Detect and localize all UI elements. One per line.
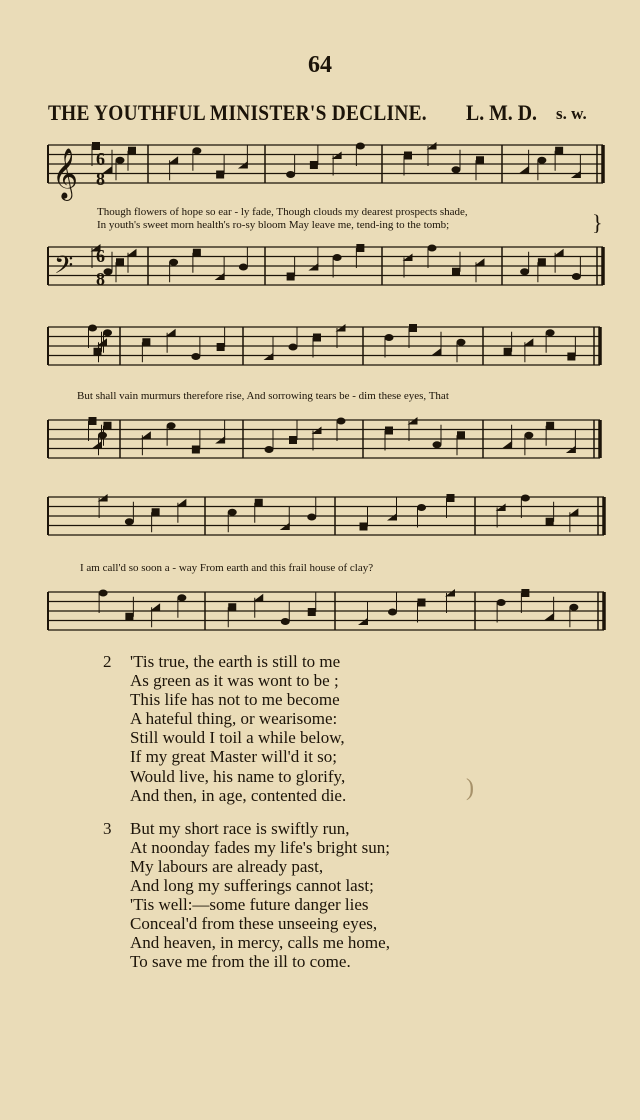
- verse-line: A hateful thing, or wearisome:: [130, 709, 338, 729]
- note-head: [99, 339, 107, 345]
- note-head: [126, 613, 133, 620]
- treble-clef-icon: 𝄞: [52, 148, 79, 199]
- verse-line: And heaven, in mercy, calls me home,: [130, 933, 390, 953]
- note-head: [538, 157, 546, 163]
- note-head: [447, 495, 454, 502]
- note-head: [99, 495, 107, 501]
- note-head: [265, 447, 273, 453]
- verse-number: 3: [103, 818, 112, 838]
- note-head: [546, 518, 553, 525]
- brace-icon: }: [592, 210, 603, 235]
- note-head: [94, 442, 102, 448]
- note-head: [555, 250, 563, 256]
- note-head: [497, 505, 505, 511]
- note-head: [217, 171, 224, 178]
- note-head: [104, 269, 112, 275]
- note-head: [125, 519, 133, 525]
- note-head: [357, 245, 364, 252]
- note-head: [308, 609, 315, 616]
- note-head: [89, 418, 96, 425]
- system1-lyrics-line1: Though flowers of hope so ear - ly fade, Though clouds my dearest prospects shade,: [97, 206, 468, 218]
- note-head: [104, 422, 111, 429]
- time-signature: 6: [96, 246, 105, 266]
- time-signature: 6: [96, 149, 105, 169]
- note-head: [152, 509, 159, 516]
- note-head: [104, 330, 112, 336]
- verse-line: 'Tis well:—some future danger lies: [130, 895, 369, 915]
- note-head: [525, 432, 533, 438]
- note-head: [217, 344, 224, 351]
- verse-line: And long my sufferings cannot last;: [130, 876, 374, 896]
- note-head: [477, 157, 484, 164]
- note-head: [255, 595, 263, 601]
- note-head: [570, 604, 578, 610]
- note-head: [457, 339, 465, 345]
- note-head: [308, 514, 316, 520]
- note-head: [192, 354, 200, 360]
- verse-2: [103, 652, 563, 805]
- verse-line: Conceal'd from these unseeing eyes,: [130, 914, 378, 934]
- note-head: [116, 157, 124, 163]
- note-head: [89, 325, 97, 331]
- note-head: [418, 599, 425, 606]
- note-head: [287, 172, 295, 178]
- note-head: [405, 152, 412, 159]
- system1-lyrics-line2: In youth's sweet morn health's ro-sy bloom May leave me, tend-ing to the tomb;: [97, 219, 450, 231]
- time-signature: 8: [96, 169, 105, 189]
- note-head: [117, 259, 124, 266]
- note-head: [360, 619, 368, 625]
- verse-line: To save me from the ill to come.: [130, 952, 351, 972]
- note-head: [178, 500, 186, 506]
- verse-3: [103, 819, 563, 972]
- note-head: [404, 255, 412, 261]
- time-signature: 8: [96, 269, 105, 289]
- verse-line: And then, in age, contented die.: [130, 785, 347, 805]
- note-head: [281, 524, 289, 530]
- note-head: [572, 172, 580, 178]
- note-head: [265, 354, 273, 360]
- note-head: [453, 268, 460, 275]
- note-head: [546, 614, 554, 620]
- verse-line: As green as it was wont to be ;: [130, 671, 339, 691]
- note-head: [428, 143, 436, 149]
- note-head: [129, 147, 136, 154]
- note-head: [239, 162, 247, 168]
- verse-line: This life has not to me become: [130, 690, 340, 710]
- note-head: [337, 418, 345, 424]
- verse-line: At noonday fades my life's bright sun;: [130, 837, 390, 857]
- system3-lyrics: I am call'd so soon a - way From earth and this frail house of clay?: [80, 562, 374, 574]
- note-head: [170, 259, 178, 265]
- note-head: [239, 264, 247, 270]
- tune-label: s. w.: [556, 104, 587, 123]
- note-head: [193, 148, 201, 154]
- note-head: [476, 259, 484, 265]
- hymn-title: THE YOUTHFUL MINISTER'S DECLINE.: [48, 100, 427, 125]
- note-head: [337, 325, 345, 331]
- note-head: [556, 147, 563, 154]
- note-head: [290, 437, 297, 444]
- note-head: [568, 353, 575, 360]
- page-number: 64: [308, 52, 332, 78]
- note-head: [152, 604, 160, 610]
- note-head: [310, 162, 317, 169]
- note-head: [452, 167, 460, 173]
- note-head: [521, 495, 529, 501]
- note-head: [313, 428, 321, 434]
- note-head: [255, 499, 262, 506]
- note-head: [410, 325, 417, 332]
- note-head: [521, 269, 529, 275]
- verse-number: 2: [103, 652, 112, 671]
- note-head: [504, 348, 511, 355]
- note-head: [546, 330, 554, 336]
- note-head: [94, 348, 101, 355]
- note-head: [167, 423, 175, 429]
- note-head: [104, 167, 112, 173]
- verse-line: But my short race is swiftly run,: [130, 818, 350, 838]
- note-head: [433, 442, 441, 448]
- note-head: [228, 509, 236, 515]
- verse-line: My labours are already past,: [130, 856, 324, 876]
- note-head: [497, 600, 505, 606]
- note-head: [570, 509, 578, 515]
- note-head: [333, 255, 341, 261]
- note-head: [178, 595, 186, 601]
- note-head: [217, 437, 225, 443]
- verse-line: Would live, his name to glorify,: [130, 766, 346, 786]
- verse-line: 'Tis true, the earth is still to me: [130, 652, 341, 671]
- note-head: [192, 446, 199, 453]
- note-head: [504, 442, 512, 448]
- note-head: [310, 264, 318, 270]
- note-head: [143, 339, 150, 346]
- note-head: [458, 432, 465, 439]
- note-head: [389, 514, 397, 520]
- meter-label: L. M. D.: [466, 100, 537, 125]
- note-head: [447, 590, 455, 596]
- system2-lyrics: But shall vain murmurs therefore rise, And sorrowing tears be - dim these eyes, That: [77, 390, 449, 402]
- note-head: [547, 422, 554, 429]
- note-head: [333, 153, 341, 159]
- note-head: [428, 245, 436, 251]
- note-head: [409, 418, 417, 424]
- note-head: [99, 590, 107, 596]
- note-head: [525, 339, 533, 345]
- note-head: [229, 604, 236, 611]
- note-head: [287, 273, 294, 280]
- note-head: [538, 259, 545, 266]
- note-head: [521, 167, 529, 173]
- verses: [103, 652, 563, 986]
- verse-line: If my great Master will'd it so;: [130, 747, 338, 767]
- paper-mark: ): [466, 775, 474, 801]
- verse-line: Still would I toil a while below,: [130, 728, 345, 748]
- note-head: [360, 523, 367, 530]
- note-head: [167, 330, 175, 336]
- note-head: [356, 143, 364, 149]
- note-head: [385, 335, 393, 341]
- note-head: [418, 505, 426, 511]
- note-head: [572, 274, 580, 280]
- note-head: [389, 609, 397, 615]
- note-head: [289, 344, 297, 350]
- note-head: [314, 334, 321, 341]
- note-head: [281, 619, 289, 625]
- note-head: [128, 250, 136, 256]
- note-head: [99, 432, 107, 438]
- note-head: [193, 249, 200, 256]
- note-head: [433, 349, 441, 355]
- note-head: [142, 432, 150, 438]
- note-head: [386, 427, 393, 434]
- note-head: [216, 274, 224, 280]
- note-head: [522, 590, 529, 597]
- note-head: [567, 447, 575, 453]
- note-head: [170, 157, 178, 163]
- bass-clef-icon: 𝄢: [54, 251, 74, 286]
